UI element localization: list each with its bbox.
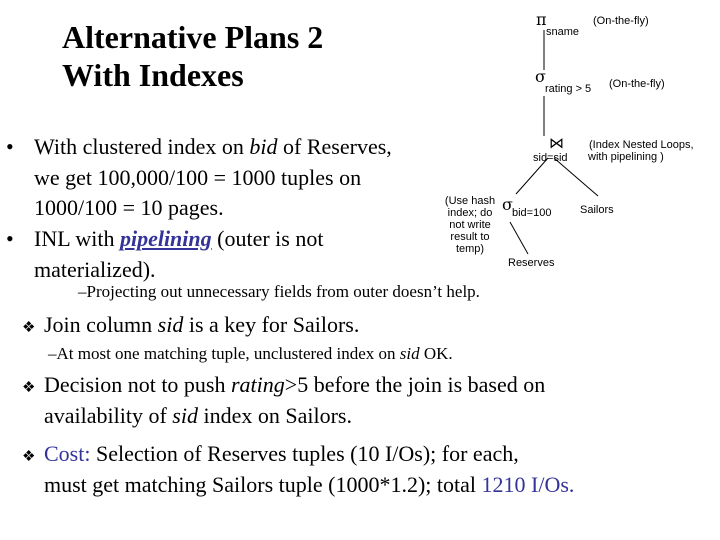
bullet-line: INL with pipelining (outer is not <box>34 226 324 251</box>
sigma2-symbol: σ <box>502 195 513 214</box>
sigma-note: (On-the-fly) <box>609 78 665 90</box>
diamond-bullet-icon: ❖ <box>22 380 36 396</box>
item-join-column: ❖ Join column sid is a key for Sailors. <box>22 309 482 341</box>
bullet-line: materialized). <box>34 256 156 282</box>
sigma-symbol: σ <box>535 67 546 86</box>
sigma-subscript: rating > 5 <box>545 83 592 95</box>
pipelining-link[interactable]: pipelining <box>119 226 212 251</box>
edge-sigma2-reserves <box>510 222 528 254</box>
cost-label: Cost: <box>44 441 91 466</box>
sailors-relation: Sailors <box>580 204 614 216</box>
sigma2-subscript: bid=100 <box>512 207 552 219</box>
sub-projecting: –Projecting out unnecessary fields from outer doesn’t help. <box>78 282 480 301</box>
join-subscript: sid=sid <box>533 152 568 164</box>
reserves-relation: Reserves <box>508 257 555 269</box>
bullet-line: we get 100,000/100 = 1000 tuples on <box>34 164 362 190</box>
join-note-1: (Index Nested Loops, <box>589 139 694 151</box>
join-note-2: with pipelining ) <box>588 151 664 163</box>
bullet-line: With clustered index on bid of Reserves, <box>34 134 392 159</box>
sub-at-most-one: –At most one matching tuple, unclustered index on sid OK. <box>48 344 453 363</box>
join-symbol: ⋈ <box>549 134 564 152</box>
pi-symbol: π <box>536 10 547 29</box>
diamond-bullet-icon: ❖ <box>22 320 36 336</box>
item-decision: ❖ Decision not to push rating>5 before the join is based on availability of sid index on Sailors. <box>22 372 546 428</box>
bullet-dot-icon: • <box>6 134 14 159</box>
pi-note: (On-the-fly) <box>593 15 649 27</box>
bullet-line: 1000/100 = 10 pages. <box>34 195 224 220</box>
diamond-bullet-icon: ❖ <box>22 449 36 465</box>
pi-subscript: sname <box>546 26 580 38</box>
cost-total: 1210 I/Os. <box>481 472 575 497</box>
slide-title-line-1: Alternative Plans 2 <box>62 19 324 55</box>
slide-title-line-2: With Indexes <box>62 57 244 93</box>
bullet-dot-icon: • <box>6 226 14 251</box>
hash-index-note: (Use hash index; do not write result to temp) <box>444 195 496 255</box>
item-cost: ❖ Cost: Selection of Reserves tuples (10 I/Os); for each, must get matching Sailors tuple (1000*1.2); total 1210 I/Os. <box>22 441 575 497</box>
